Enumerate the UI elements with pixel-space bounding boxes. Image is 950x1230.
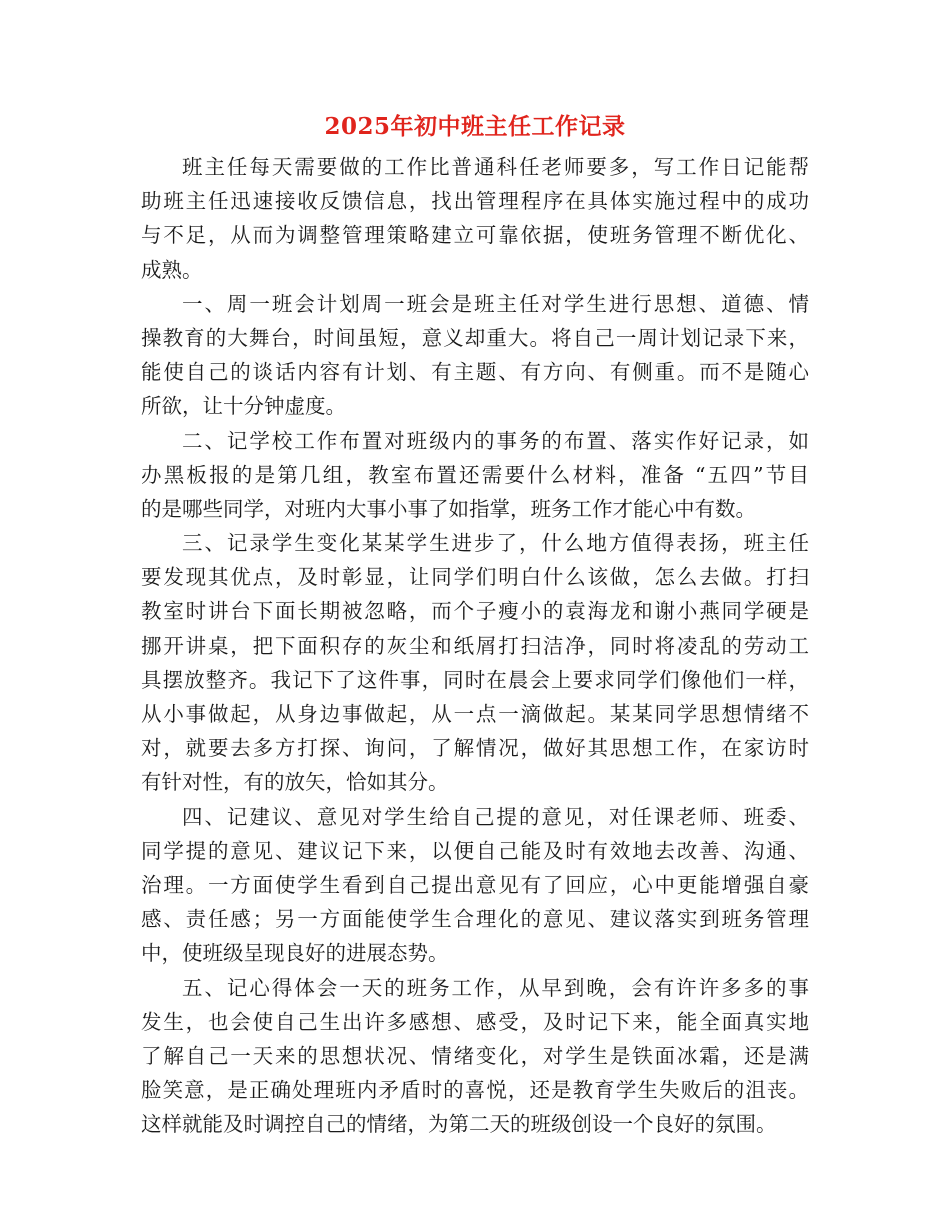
paragraph-line: 对，就要去多方打探、询问，了解情况，做好其思想工作，在家访时 <box>141 736 809 761</box>
paragraph-line: 挪开讲桌，把下面积存的灰尘和纸屑打扫洁净，同时将凌乱的劳动工 <box>141 633 809 658</box>
paragraph-line: 二、记学校工作布置对班级内的事务的布置、落实作好记录，如 <box>182 428 809 453</box>
paragraph-line: 脸笑意，是正确处理班内矛盾时的喜悦，还是教育学生失败后的沮丧。 <box>141 1078 809 1103</box>
paragraph-line: 能使自己的谈话内容有计划、有主题、有方向、有侧重。而不是随心 <box>141 360 809 385</box>
paragraph-line: 这样就能及时调控自己的情绪，为第二天的班级创设一个良好的氛围。 <box>141 1112 777 1137</box>
paragraph-suggestions <box>141 800 809 971</box>
paragraph-line: 发生，也会使自己生出许多感想、感受，及时记下来，能全面真实地 <box>141 1009 809 1034</box>
paragraph-line: 助班主任迅速接收反馈信息，找出管理程序在具体实施过程中的成功 <box>141 189 809 214</box>
paragraph-line: 所欲，让十分钟虚度。 <box>141 394 346 419</box>
paragraph-student-changes <box>141 526 809 800</box>
document-title: 2025年初中班主任工作记录 <box>324 113 626 140</box>
paragraph-line: 感、责任感；另一方面能使学生合理化的意见、建议落实到班务管理 <box>141 907 809 932</box>
paragraph-line: 治理。一方面使学生看到自己提出意见有了回应，心中更能增强自豪 <box>141 872 809 897</box>
paragraph-line: 成熟。 <box>141 257 203 282</box>
paragraph-line: 办黑板报的是第几组，教室布置还需要什么材料，准备 “五四”节目 <box>141 462 809 487</box>
paragraph-line: 三、记录学生变化某某学生进步了，什么地方值得表扬，班主任 <box>182 531 809 556</box>
paragraph-line: 班主任每天需要做的工作比普通科任老师要多，写工作日记能帮 <box>182 155 809 179</box>
paragraph-line: 中，使班级呈现良好的进展态势。 <box>141 941 449 966</box>
paragraph-line: 有针对性，有的放矢，恰如其分。 <box>141 770 449 795</box>
paragraph-line: 五、记心得体会一天的班务工作，从早到晚，会有许许多多的事 <box>182 975 809 1000</box>
paragraph-line: 的是哪些同学，对班内大事小事了如指掌，班务工作才能心中有数。 <box>141 496 756 521</box>
paragraph-weekly-meeting <box>141 287 809 424</box>
paragraph-line: 四、记建议、意见对学生给自己提的意见，对任课老师、班委、 <box>182 804 809 829</box>
paragraph-line: 了解自己一天来的思想状况、情绪变化，对学生是铁面冰霜，还是满 <box>141 1043 809 1068</box>
paragraph-line: 要发现其优点，及时彰显，让同学们明白什么该做，怎么去做。打扫 <box>141 565 809 590</box>
paragraph-line: 一、周一班会计划周一班会是班主任对学生进行思想、道德、情 <box>182 291 809 316</box>
paragraph-line: 与不足，从而为调整管理策略建立可靠依据，使班务管理不断优化、 <box>141 223 809 248</box>
paragraph-intro <box>141 150 809 287</box>
paragraph-line: 同学提的意见、建议记下来，以便自己能及时有效地去改善、沟通、 <box>141 838 809 863</box>
paragraph-reflections <box>141 971 809 1142</box>
paragraph-line: 具摆放整齐。我记下了这件事，同时在晨会上要求同学们像他们一样， <box>141 667 809 692</box>
document-body <box>141 150 809 1141</box>
paragraph-line: 操教育的大舞台，时间虽短，意义却重大。将自己一周计划记录下来， <box>141 325 809 350</box>
paragraph-line: 教室时讲台下面长期被忽略，而个子瘦小的袁海龙和谢小燕同学硬是 <box>141 599 809 624</box>
paragraph-line: 从小事做起，从身边事做起，从一点一滴做起。某某同学思想情绪不 <box>141 702 809 726</box>
paragraph-school-work <box>141 424 809 527</box>
